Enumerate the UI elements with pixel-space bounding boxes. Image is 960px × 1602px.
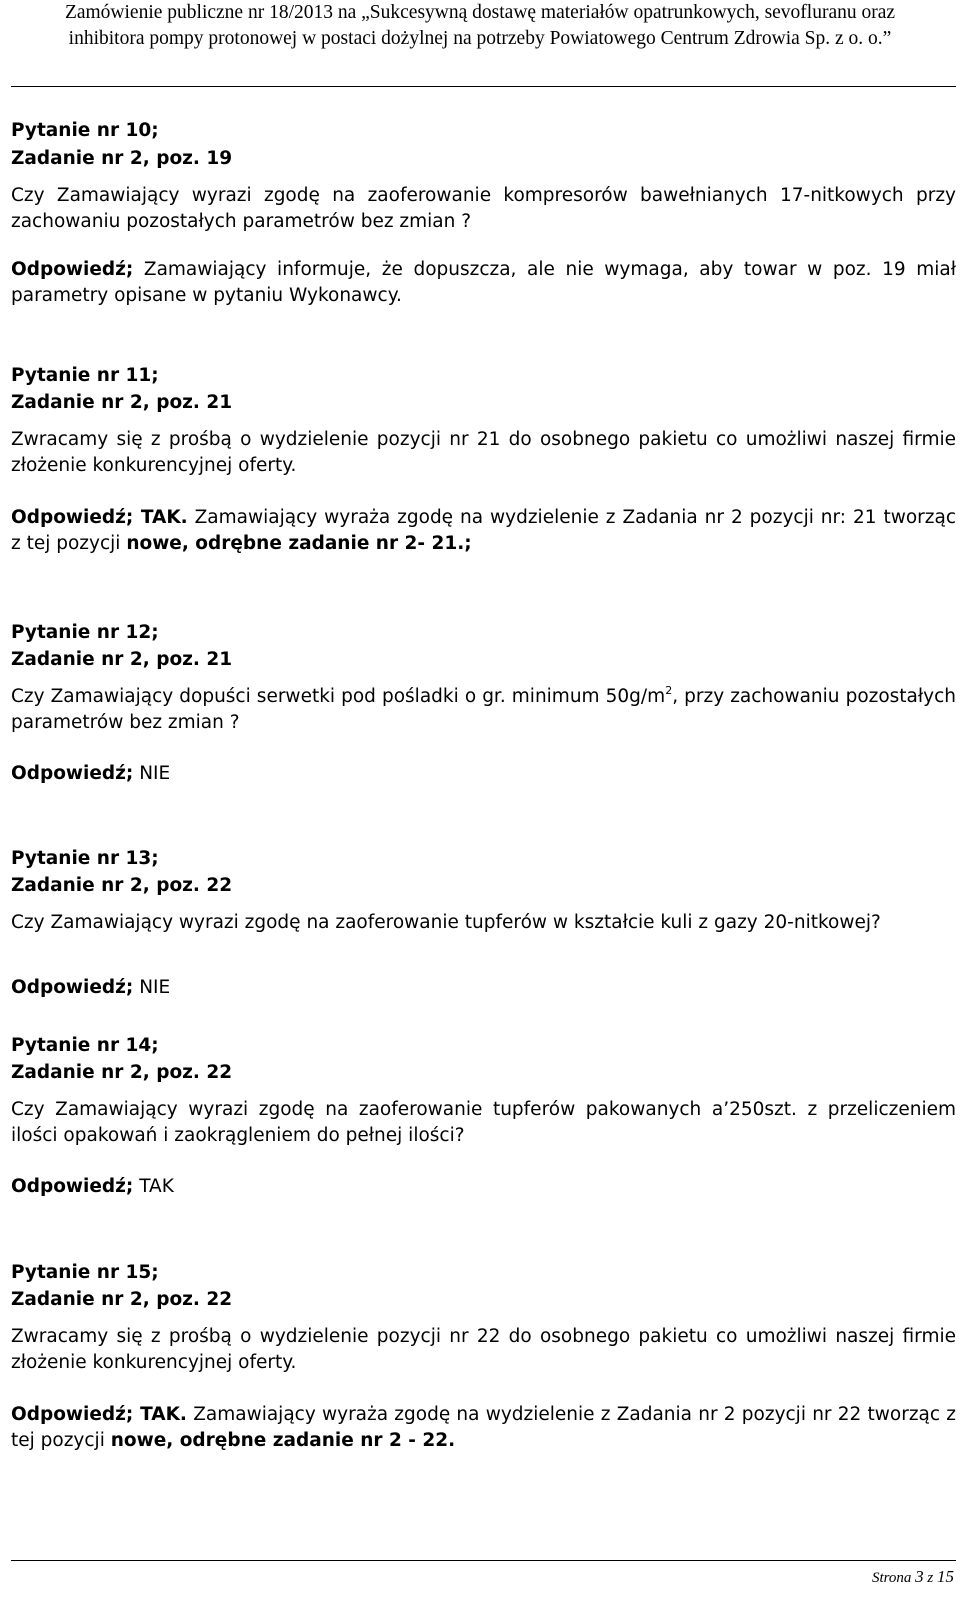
answer-label-12: Odpowiedź; [11,763,134,784]
question-text-12-a: Czy Zamawiający dopuści serwetki pod pośladki o gr. minimum 50g/m [11,686,666,707]
question-title-12: Pytanie nr 12; [11,622,159,643]
answer-text-13: NIE [133,977,171,998]
answer-label-14: Odpowiedź; [11,1176,134,1197]
header-divider [11,86,956,87]
footer-prefix: Strona [871,1570,916,1586]
question-title-15: Pytanie nr 15; [11,1262,159,1283]
answer-label-10: Odpowiedź; [11,259,134,280]
answer-15 [11,1402,956,1454]
answer-text-11: Zamawiający wyraża zgodę na wydzielenie z Zadania nr 2 pozycji nr: 21 tworząc z tej pozycji [11,507,956,554]
question-text-14: Czy Zamawiający wyrazi zgodę na zaoferowanie tupferów pakowanych a’250szt. z przeliczeniem ilości opakowań i zaokrągleniem do pełnej ilości? [11,1099,956,1146]
question-task-11: Zadanie nr 2, poz. 21 [11,392,233,413]
answer-14 [11,1174,956,1200]
footer-page-number: 3 [915,1567,924,1586]
answer-text-14: TAK [133,1176,174,1197]
question-text-11: Zwracamy się z prośbą o wydzielenie pozycji nr 21 do osobnego pakietu co umożliwi naszej firmie złożenie konkurencyjnej oferty. [11,429,956,476]
answer-label-15: Odpowiedź; TAK. [11,1404,187,1425]
answer-11 [11,505,956,557]
page-header [0,0,960,52]
footer-total-pages: 15 [937,1567,954,1586]
question-text-15: Zwracamy się z prośbą o wydzielenie pozycji nr 22 do osobnego pakietu co umożliwi naszej firmie złożenie konkurencyjnej oferty. [11,1326,956,1373]
header-line-2: inhibitora pompy protonowej w postaci dożylnej na potrzeby Powiatowego Centrum Zdrowia Sp. z o. o.” [68,28,892,49]
answer-label-13: Odpowiedź; [11,977,134,998]
answer-label-11: Odpowiedź; TAK. [11,507,188,528]
answer-emphasis-11: nowe, odrębne zadanie nr 2- 21.; [126,533,472,554]
question-text-12-b: , przy zachowaniu pozostałych parametrów bez zmian ? [11,686,956,733]
superscript-2: 2 [665,684,673,697]
question-task-13: Zadanie nr 2, poz. 22 [11,875,233,896]
answer-10 [11,257,956,309]
question-text-12 [11,684,956,736]
answer-text-15: Zamawiający wyraża zgodę na wydzielenie z Zadania nr 2 pozycji nr 22 tworząc z tej pozycji [11,1404,956,1451]
question-task-10: Zadanie nr 2, poz. 19 [11,148,233,169]
question-task-12: Zadanie nr 2, poz. 21 [11,649,233,670]
answer-text-12: NIE [133,763,171,784]
answer-text-10: Zamawiający informuje, że dopuszcza, ale nie wymaga, aby towar w poz. 19 miał parametry opisane w pytaniu Wykonawcy. [11,259,956,306]
page-footer [872,1567,954,1587]
question-title-14: Pytanie nr 14; [11,1035,159,1056]
question-title-10: Pytanie nr 10; [11,120,159,141]
header-line-1: Zamówienie publiczne nr 18/2013 na „Sukcesywną dostawę materiałów opatrunkowych, sevofluranu oraz [64,2,896,23]
question-title-13: Pytanie nr 13; [11,848,159,869]
question-task-15: Zadanie nr 2, poz. 22 [11,1289,233,1310]
question-text-10: Czy Zamawiający wyrazi zgodę na zaoferowanie kompresorów bawełnianych 17-nitkowych przy zachowaniu pozostałych parametrów bez zmian ? [11,185,956,232]
answer-13 [11,975,956,1001]
answer-emphasis-15: nowe, odrębne zadanie nr 2 - 22. [110,1430,456,1451]
question-title-11: Pytanie nr 11; [11,365,159,386]
footer-divider [11,1560,956,1561]
footer-middle: z [923,1570,937,1586]
question-text-13: Czy Zamawiający wyrazi zgodę na zaoferowanie tupferów w kształcie kuli z gazy 20-nitkowej? [11,912,881,933]
question-task-14: Zadanie nr 2, poz. 22 [11,1062,233,1083]
answer-12 [11,761,956,787]
